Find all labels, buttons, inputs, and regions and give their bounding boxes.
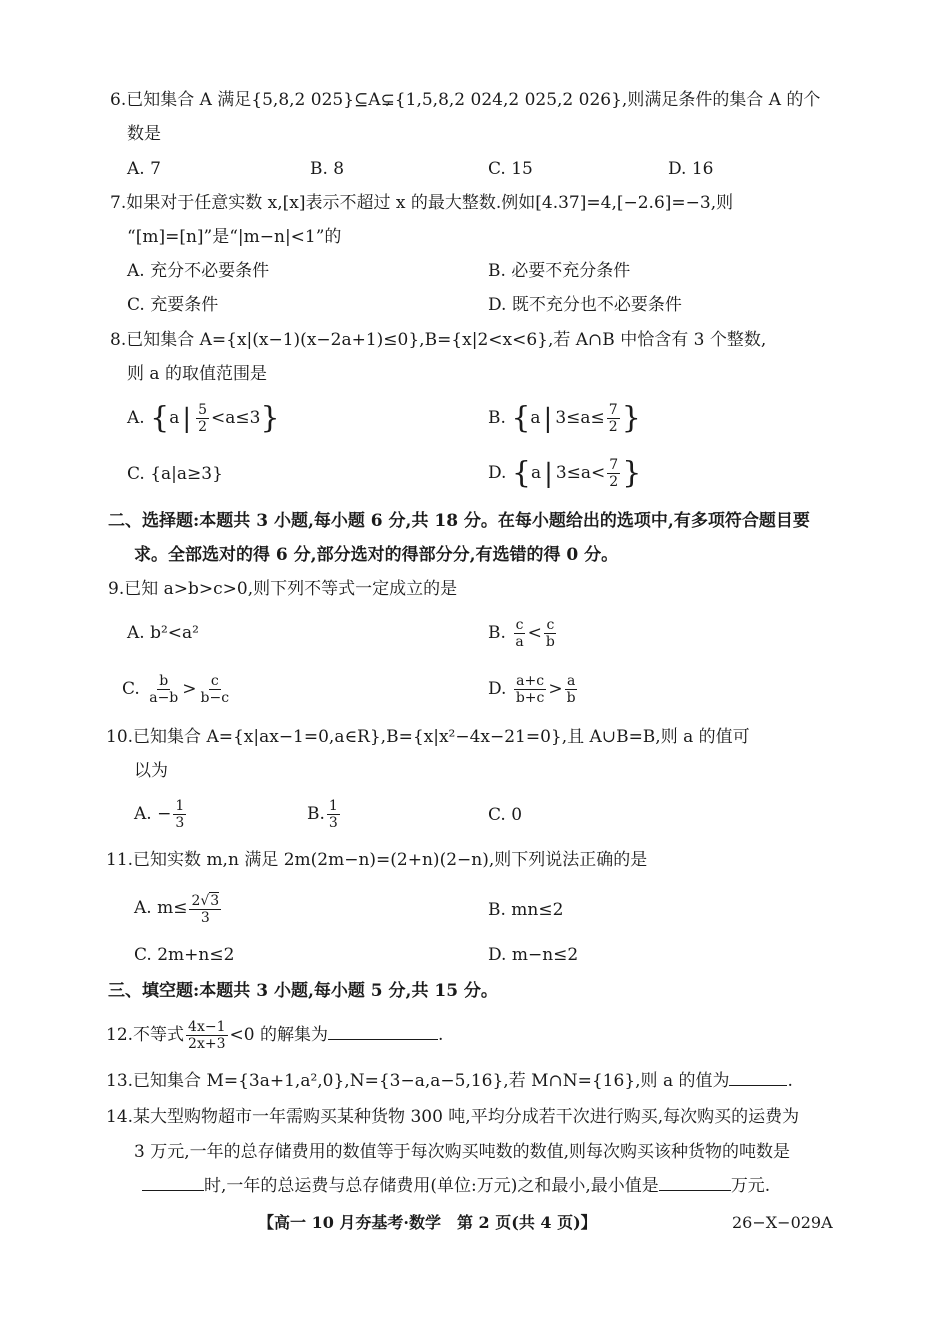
left-brace: { xyxy=(511,455,531,491)
q9-option-d xyxy=(488,671,580,707)
right-brace: } xyxy=(260,400,280,436)
left-brace: { xyxy=(150,400,170,436)
q11-option-c: C. 2m+n≤2 xyxy=(134,945,235,965)
radical-coefficient: 2 xyxy=(191,892,201,909)
q8-option-c: C. {a|a≥3} xyxy=(127,464,223,484)
fraction xyxy=(147,673,180,706)
fraction xyxy=(513,617,525,650)
fraction-denominator: b xyxy=(566,690,576,706)
fraction-denominator: 2x+3 xyxy=(188,1036,226,1052)
fraction-numerator: 7 xyxy=(608,402,618,418)
inequality-sign: > xyxy=(182,679,197,699)
q13-text: 13.已知集合 M={3a+1,a²,0},N={3−a,a−5,16},若 M∩N={16},则 a 的值为 xyxy=(106,1071,730,1091)
fraction-denominator: 3 xyxy=(175,815,185,831)
q8-option-d-label: D. xyxy=(488,463,507,483)
section2-heading-line1: 二、选择题:本题共 3 小题,每小题 6 分,共 18 分。在每小题给出的选项中,有多项符合题目要 xyxy=(108,511,810,531)
q6-option-c: C. 15 xyxy=(488,159,533,179)
set-bar: | xyxy=(543,403,553,434)
fraction-numerator: c xyxy=(210,673,219,689)
fraction-denominator: 2 xyxy=(608,419,618,435)
fraction-numerator: c xyxy=(515,617,524,633)
fraction-numerator: 1 xyxy=(328,798,338,814)
q6-option-b: B. 8 xyxy=(310,159,345,179)
fraction-denominator: 2 xyxy=(609,474,619,490)
fraction xyxy=(565,673,578,706)
q8-option-a-rest: <a≤3 xyxy=(211,408,261,428)
footer-page-info: 【高一 10 月夯基考·数学 第 2 页(共 4 页)】 xyxy=(258,1213,597,1232)
q9-option-c-label: C. xyxy=(122,679,140,699)
q12-answer-blank[interactable] xyxy=(328,1023,438,1040)
q10-option-c: C. 0 xyxy=(488,805,523,825)
inequality-sign: > xyxy=(548,679,563,699)
q8-option-d-var: a xyxy=(530,463,542,483)
set-bar: | xyxy=(182,403,192,434)
q7-option-a: A. 充分不必要条件 xyxy=(127,261,270,281)
fraction-denominator: 3 xyxy=(328,815,338,831)
q8-stem-line2: 则 a 的取值范围是 xyxy=(127,364,267,384)
footer-code: 26−X−029A xyxy=(732,1213,833,1232)
q6-option-d: D. 16 xyxy=(668,159,714,179)
q14-line2: 3 万元,一年的总存储费用的数值等于每次购买吨数的数值,则每次购买该种货物的吨数是 xyxy=(134,1142,791,1162)
fraction xyxy=(544,617,557,650)
q13-end: . xyxy=(787,1071,793,1091)
q12-end: . xyxy=(437,1025,444,1045)
q14-line3-mid: 时,一年的总运费与总存储费用(单位:万元)之和最小,最小值是 xyxy=(204,1176,659,1196)
q12-tail: <0 的解集为 xyxy=(229,1025,328,1045)
fraction xyxy=(199,673,232,706)
fraction-numerator: 1 xyxy=(175,798,185,814)
fraction xyxy=(327,798,340,831)
fraction-denominator: 2 xyxy=(198,419,208,435)
fraction-numerator: a+c xyxy=(516,673,545,689)
set-bar: | xyxy=(544,458,553,489)
q8-option-d-lead: 3≤a< xyxy=(555,463,606,483)
fraction-numerator: c xyxy=(546,617,555,633)
q10-option-a xyxy=(134,796,188,832)
fraction xyxy=(173,798,186,831)
fraction-numerator: b xyxy=(159,673,169,689)
q14-line3 xyxy=(142,1174,770,1198)
fraction xyxy=(186,1019,227,1052)
q14-line1: 14.某大型购物超市一年需购买某种货物 300 吨,平均分成若干次进行购买,每次购买的运费为 xyxy=(106,1107,800,1127)
section3-heading: 三、填空题:本题共 3 小题,每小题 5 分,共 15 分。 xyxy=(108,981,498,1001)
q9-option-d-label: D. xyxy=(488,679,507,699)
fraction-numerator: a xyxy=(566,673,576,689)
q9-stem: 9.已知 a>b>c>0,则下列不等式一定成立的是 xyxy=(108,579,458,599)
fraction xyxy=(607,457,620,490)
q9-option-a: A. b²<a² xyxy=(127,623,199,643)
radicand: 3 xyxy=(210,892,220,909)
q14-line3-end: 万元. xyxy=(730,1176,771,1196)
q14-tonnage-blank[interactable] xyxy=(142,1174,204,1191)
q11-stem: 11.已知实数 m,n 满足 2m(2m−n)=(2+n)(2−n),则下列说法正确的是 xyxy=(106,850,648,870)
q10-option-b-label: B. xyxy=(307,804,325,824)
q10-option-a-label: A. − xyxy=(134,804,172,824)
q8-stem-line1: 8.已知集合 A={x|(x−1)(x−2a+1)≤0},B={x|2<x<6},若 A∩B 中恰含有 3 个整数, xyxy=(110,330,767,350)
q13 xyxy=(106,1069,793,1093)
fraction xyxy=(514,673,547,706)
q9-option-b-label: B. xyxy=(488,623,506,643)
q8-option-d xyxy=(488,455,641,491)
q11-option-a-label: A. m≤ xyxy=(134,898,188,918)
q11-option-d: D. m−n≤2 xyxy=(488,945,579,965)
q10-stem-line1: 10.已知集合 A={x|ax−1=0,a∈R},B={x|x²−4x−21=0},且 A∪B=B,则 a 的值可 xyxy=(106,727,750,747)
q8-option-a xyxy=(127,400,280,436)
fraction-denominator: a−b xyxy=(149,690,179,706)
fraction-denominator: b xyxy=(545,634,555,650)
q12 xyxy=(106,1017,443,1053)
q8-option-a-var: a xyxy=(169,408,180,428)
fraction-denominator: b−c xyxy=(200,690,230,706)
fraction-numerator: 5 xyxy=(198,402,208,418)
q6-stem-line1: 6.已知集合 A 满足{5,8,2 025}⊆A⊊{1,5,8,2 024,2 025,2 026},则满足条件的集合 A 的个 xyxy=(110,90,821,110)
q8-option-a-label: A. xyxy=(127,408,145,428)
q12-lead: 12.不等式 xyxy=(106,1025,185,1045)
inequality-sign: < xyxy=(527,623,542,643)
q6-option-a: A. 7 xyxy=(127,159,161,179)
q8-option-b-label: B. xyxy=(488,408,506,428)
fraction xyxy=(607,402,620,435)
q8-option-b-var: a xyxy=(530,408,541,428)
q7-stem-line1: 7.如果对于任意实数 x,[x]表示不超过 x 的最大整数.例如[4.37]=4,[−2.6]=−3,则 xyxy=(110,193,734,213)
q11-option-a xyxy=(134,890,223,926)
fraction-denominator: b+c xyxy=(515,690,545,706)
q10-stem-line2: 以为 xyxy=(134,761,168,781)
q10-option-b xyxy=(307,796,342,832)
fraction-numerator: 4x−1 xyxy=(188,1019,226,1035)
fraction xyxy=(196,402,209,435)
q13-answer-blank[interactable] xyxy=(729,1069,787,1086)
fraction-denominator: 3 xyxy=(200,909,210,926)
q11-option-b: B. mn≤2 xyxy=(488,900,564,920)
q8-option-b xyxy=(488,400,641,436)
right-brace: } xyxy=(622,455,642,491)
q7-option-b: B. 必要不充分条件 xyxy=(488,261,631,281)
q7-option-d: D. 既不充分也不必要条件 xyxy=(488,295,682,315)
q9-option-b xyxy=(488,615,559,651)
q14-min-value-blank[interactable] xyxy=(659,1174,731,1191)
fraction xyxy=(189,892,221,926)
right-brace: } xyxy=(621,400,641,436)
q8-option-b-lead: 3≤a≤ xyxy=(555,408,605,428)
fraction-denominator: a xyxy=(515,634,524,650)
section2-heading-line2: 求。全部选对的得 6 分,部分选对的得部分分,有选错的得 0 分。 xyxy=(134,545,619,565)
left-brace: { xyxy=(511,400,531,436)
q7-stem-line2: “[m]=[n]”是“|m−n|<1”的 xyxy=(127,227,342,247)
fraction-numerator: 7 xyxy=(609,457,619,473)
fraction-numerator: 2√3 xyxy=(191,892,220,909)
q6-stem-line2: 数是 xyxy=(127,124,161,144)
q7-option-c: C. 充要条件 xyxy=(127,295,219,315)
q9-option-c xyxy=(122,671,233,707)
